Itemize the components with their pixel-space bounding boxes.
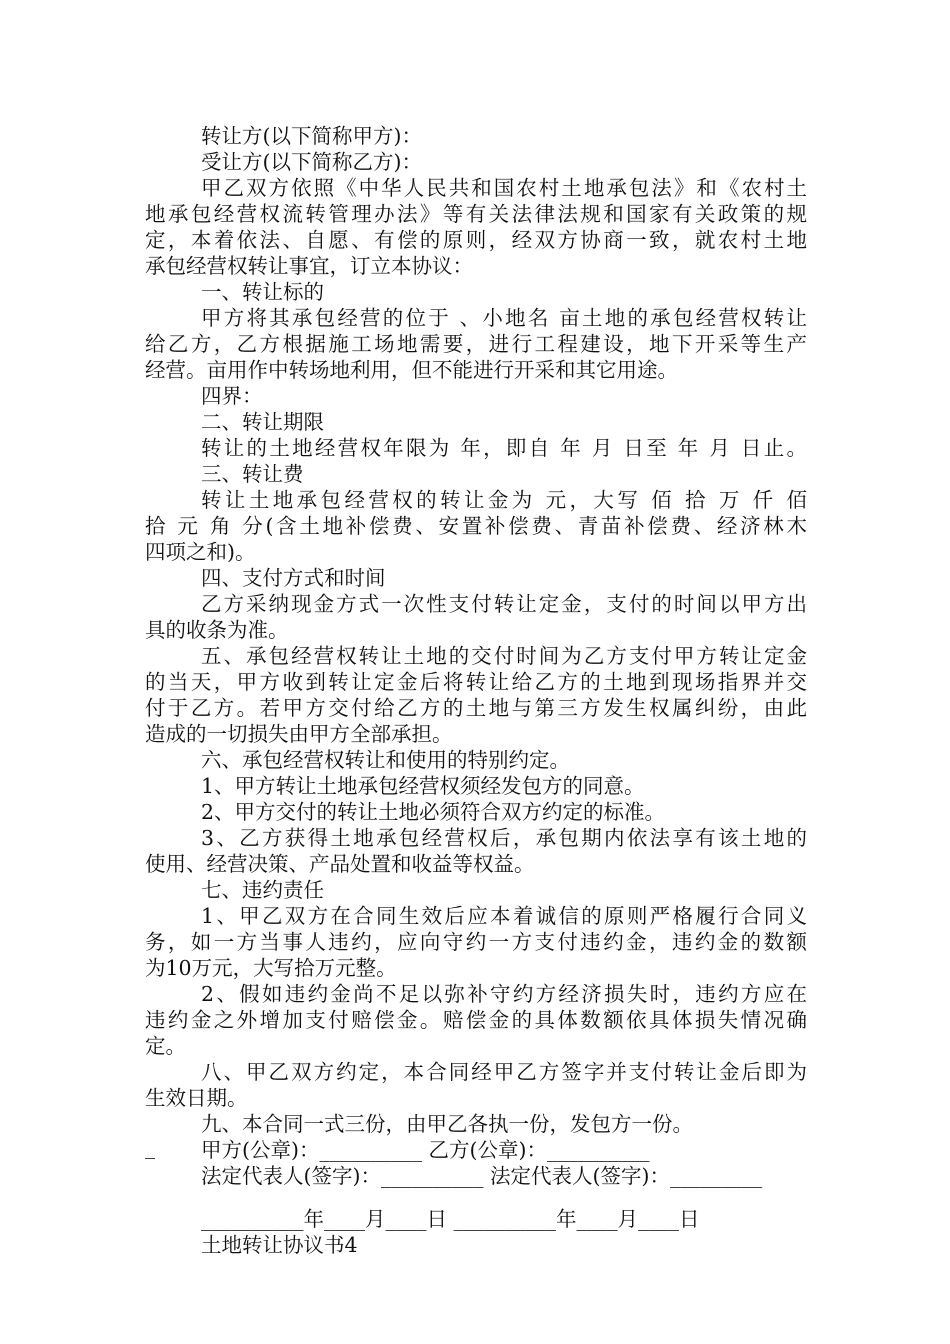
section-heading-4: 四、支付方式和时间 <box>201 566 386 590</box>
preamble-line-1: 甲乙双方依照《中华人民共和国农村土地承包法》和《农村土 <box>201 176 807 200</box>
section-8-line-1: 八、甲乙双方约定，本合同经甲乙方签字并支付转让金后即为 <box>201 1060 807 1084</box>
preamble-line-4: 承包经营权转让事宜，订立本协议： <box>145 254 473 278</box>
preamble-line-3: 定，本着依法、自愿、有偿的原则，经双方协商一致，就农村土地 <box>145 228 807 252</box>
signature-line: 法定代表人(签字)：__________ 法定代表人(签字)：_________ <box>201 1164 763 1188</box>
section-9-line: 九、本合同一式三份，由甲乙各执一份，发包方一份。 <box>201 1112 693 1136</box>
transferee-line: 受让方(以下简称乙方)： <box>201 150 422 174</box>
next-document-title: 土地转让协议书4 <box>201 1233 358 1257</box>
section-6-item-1: 1、甲方转让土地承包经营权须经发包方的同意。 <box>201 774 645 798</box>
section-1-line-3: 经营。亩用作中转场地利用，但不能进行开采和其它用途。 <box>145 358 678 382</box>
section-3-line-2: 拾 元 角 分(含土地补偿费、安置补偿费、青苗补偿费、经济林木 <box>145 514 807 538</box>
section-5-line-1: 五、承包经营权转让土地的交付时间为乙方支付甲方转让定金 <box>201 644 807 668</box>
section-heading-6: 六、承包经营权转让和使用的特别约定。 <box>201 748 570 772</box>
section-8-line-2: 生效日期。 <box>145 1086 248 1110</box>
section-heading-2: 二、转让期限 <box>201 410 324 434</box>
section-heading-7: 七、违约责任 <box>201 878 324 902</box>
section-6-item-2: 2、甲方交付的转让土地必须符合双方约定的标准。 <box>201 800 666 824</box>
section-4-line-1: 乙方采纳现金方式一次性支付转让定金，支付的时间以甲方出 <box>201 592 807 616</box>
section-7-item-2-line-2: 违约金之外增加支付赔偿金。赔偿金的具体数额依具体损失情况确 <box>145 1008 807 1032</box>
section-1-line-1: 甲方将其承包经营的位于 、小地名 亩土地的承包经营权转让 <box>201 306 807 330</box>
section-7-item-1-line-2: 务，如一方当事人违约，应向守约一方支付违约金，违约金的数额 <box>145 930 807 954</box>
section-7-item-2-line-3: 定。 <box>145 1034 186 1058</box>
date-line: __________年____月____日 __________年____月____日 <box>201 1207 700 1231</box>
section-5-line-3: 付于乙方。若甲方交付给乙方的土地与第三方发生权属纠纷，由此 <box>145 696 807 720</box>
seal-line: 甲方(公章)：__________ 乙方(公章)：__________ <box>201 1138 650 1162</box>
section-5-line-4: 造成的一切损失由甲方全部承担。 <box>145 722 453 746</box>
section-3-line-3: 四项之和)。 <box>145 540 256 564</box>
section-7-item-1-line-1: 1、甲乙双方在合同生效后应本着诚信的原则严格履行合同义 <box>201 904 807 928</box>
wrap-underscore-mark <box>145 1158 155 1159</box>
section-3-line-1: 转让土地承包经营权的转让金为 元，大写 佰 拾 万 仟 佰 <box>201 488 807 512</box>
section-2-line-1: 转让的土地经营权年限为 年，即自 年 月 日至 年 月 日止。 <box>201 436 807 460</box>
section-7-item-1-line-3: 为10万元，大写拾万元整。 <box>145 956 397 980</box>
preamble-line-2: 地承包经营权流转管理办法》等有关法律法规和国家有关政策的规 <box>145 202 807 226</box>
section-4-line-2: 具的收条为准。 <box>145 618 289 642</box>
section-heading-1: 一、转让标的 <box>201 280 324 304</box>
section-7-item-2-line-1: 2、假如违约金尚不足以弥补守约方经济损失时，违约方应在 <box>201 982 807 1006</box>
section-6-item-3-line-1: 3、乙方获得土地承包经营权后，承包期内依法享有该土地的 <box>201 826 807 850</box>
section-heading-3: 三、转让费 <box>201 462 304 486</box>
section-1-line-2: 给乙方，乙方根据施工场地需要，进行工程建设，地下开采等生产 <box>145 332 807 356</box>
transferor-line: 转让方(以下简称甲方)： <box>201 124 422 148</box>
boundaries-line: 四界： <box>201 384 263 408</box>
section-5-line-2: 的当天，甲方收到转让定金后将转让给乙方的土地到现场指界并交 <box>145 670 807 694</box>
section-6-item-3-line-2: 使用、经营决策、产品处置和收益等权益。 <box>145 852 535 876</box>
